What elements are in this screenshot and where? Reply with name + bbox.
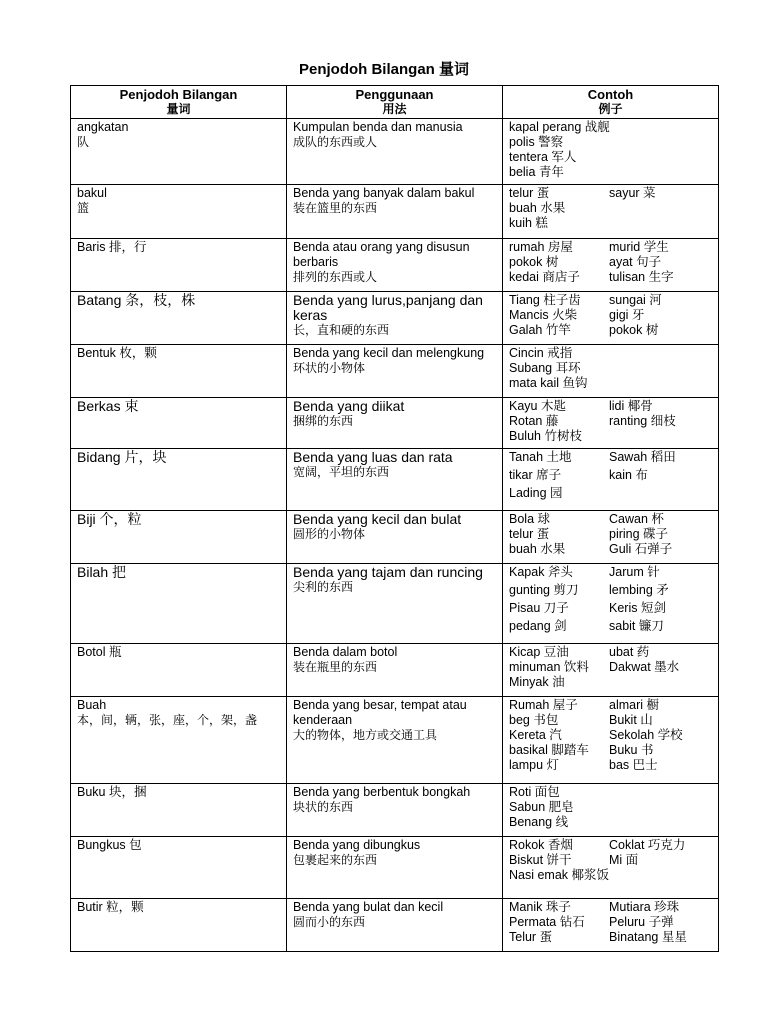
classifier-cell (71, 837, 287, 899)
table-row (71, 784, 719, 837)
example-item: Permata 钻石 (509, 915, 585, 929)
example-item: Cincin 戒指 (509, 346, 573, 360)
table-row (71, 119, 719, 185)
usage-text-zh: 长，直和硬的东西 (293, 323, 390, 337)
header-classifier (71, 86, 287, 119)
example-pair (509, 583, 712, 598)
usage-text: Benda yang luas dan rata (293, 449, 453, 465)
usage-text-zh: 成队的东西或人 (293, 135, 378, 149)
example-item: Sawah 稻田 (609, 450, 676, 464)
usage-cell (287, 644, 503, 697)
classifier-word-zh: 队 (77, 135, 90, 149)
example-cell (503, 697, 719, 784)
example-item: telur 蛋 (509, 186, 550, 200)
example-item: pokok 树 (609, 323, 659, 337)
usage-text: Benda yang tajam dan runcing (293, 564, 483, 580)
example-item: beg 书包 (509, 713, 559, 727)
example-pair (509, 915, 712, 930)
usage-text: Benda yang kecil dan bulat (293, 511, 462, 527)
example-item: pokok 树 (509, 255, 559, 269)
example-cell (503, 784, 719, 837)
example-item: Binatang 星星 (609, 930, 687, 944)
example-item: sabit 镰刀 (609, 619, 664, 633)
example-pair (509, 619, 712, 634)
usage-text: Benda yang kecil dan melengkung (293, 346, 485, 360)
classifier-word: Bilah 把 (77, 564, 127, 580)
example-cell (503, 239, 719, 292)
example-item: Buku 书 (609, 743, 654, 757)
example-item: Kapak 斧头 (509, 565, 573, 579)
example-item: Roti 面包 (509, 785, 560, 799)
header-example-label-zh: 例子 (598, 102, 623, 116)
example-item: Cawan 杯 (609, 512, 664, 526)
classifier-word: Bungkus 包 (77, 838, 142, 852)
classifier-word: angkatan (77, 120, 129, 134)
classifier-word: Buah (77, 698, 107, 712)
table-row (71, 345, 719, 398)
example-item: Telur 蛋 (509, 930, 553, 944)
classifier-cell (71, 398, 287, 449)
example-item: Rokok 香烟 (509, 838, 573, 852)
example-pair (509, 216, 712, 231)
example-pair (509, 542, 712, 557)
example-pair (509, 645, 712, 660)
usage-text: Benda yang diikat (293, 398, 405, 414)
example-pair (509, 201, 712, 216)
example-item: Mutiara 珍珠 (609, 900, 680, 914)
classifier-word: Berkas 束 (77, 398, 139, 414)
example-item: Kicap 豆油 (509, 645, 569, 659)
example-item: Kereta 汽 (509, 728, 562, 742)
usage-text-zh: 圆而小的东西 (293, 915, 366, 929)
example-item: pedang 剑 (509, 619, 567, 633)
usage-text-zh: 宽阔，平坦的东西 (293, 465, 390, 479)
example-item: Jarum 针 (609, 565, 660, 579)
table-row (71, 449, 719, 511)
example-item: minuman 饮料 (509, 660, 589, 674)
classifier-cell (71, 697, 287, 784)
classifier-table (70, 85, 719, 952)
classifier-cell (71, 119, 287, 185)
example-item: Dakwat 墨水 (609, 660, 680, 674)
usage-cell (287, 697, 503, 784)
example-item: Biskut 饼干 (509, 853, 572, 867)
example-item: kuih 糕 (509, 216, 548, 230)
example-item: buah 水果 (509, 201, 566, 215)
example-cell (503, 398, 719, 449)
example-cell (503, 899, 719, 952)
example-cell (503, 511, 719, 564)
classifier-word: bakul (77, 186, 107, 200)
example-item: belia 青年 (509, 165, 564, 179)
example-cell (503, 345, 719, 398)
example-item: Benang 线 (509, 815, 569, 829)
example-item: Manik 珠子 (509, 900, 571, 914)
example-item: Nasi emak 椰浆饭 (509, 868, 610, 882)
header-usage-label-zh: 用法 (382, 102, 407, 116)
classifier-cell (71, 784, 287, 837)
example-pair (509, 308, 712, 323)
example-pair (509, 270, 712, 285)
classifier-word: Butir 粒，颗 (77, 900, 144, 914)
header-usage (287, 86, 503, 119)
example-pair (509, 323, 712, 338)
classifier-word-zh: 篮 (77, 201, 90, 215)
example-pair (509, 698, 712, 713)
example-pair (509, 255, 712, 270)
classifier-word: Biji 个，粒 (77, 511, 142, 527)
usage-text: Benda yang bulat dan kecil (293, 900, 444, 914)
example-cell (503, 185, 719, 239)
table-row (71, 697, 719, 784)
classifier-cell (71, 644, 287, 697)
example-cell (503, 644, 719, 697)
example-pair (509, 512, 712, 527)
example-pair (509, 838, 712, 853)
page-title: Penjodoh Bilangan 量词 (298, 61, 469, 78)
usage-cell (287, 292, 503, 345)
example-item: murid 学生 (609, 240, 669, 254)
example-item: kapal perang 战舰 (509, 120, 610, 134)
example-item: Subang 耳环 (509, 361, 581, 375)
example-item: bas 巴士 (609, 758, 658, 772)
table-row (71, 899, 719, 952)
example-item: rumah 房屋 (509, 240, 573, 254)
example-pair (509, 240, 712, 255)
classifier-cell (71, 185, 287, 239)
usage-cell (287, 119, 503, 185)
example-pair (509, 468, 712, 483)
example-item: ubat 药 (609, 645, 650, 659)
example-item: ranting 细枝 (609, 414, 676, 428)
usage-text: Benda atau orang yang disusun berbaris (293, 240, 470, 269)
classifier-word: Buku 块，捆 (77, 785, 147, 799)
example-item: Mi 面 (609, 853, 639, 867)
example-pair (509, 429, 712, 444)
usage-cell (287, 784, 503, 837)
example-item: kedai 商店子 (509, 270, 580, 284)
example-item: polis 警察 (509, 135, 564, 149)
example-item: Bola 球 (509, 512, 550, 526)
header-classifier-label-zh: 量词 (166, 102, 191, 116)
example-cell (503, 449, 719, 511)
usage-text-zh: 大的物体，地方或交通工具 (293, 728, 438, 742)
table-row (71, 239, 719, 292)
example-item: Lading 园 (509, 486, 563, 500)
classifier-word: Batang 条，枝，株 (77, 292, 196, 308)
header-example (503, 86, 719, 119)
example-item: Tanah 土地 (509, 450, 572, 464)
example-pair (509, 399, 712, 414)
usage-cell (287, 449, 503, 511)
usage-cell (287, 185, 503, 239)
example-item: Pisau 刀子 (509, 601, 569, 615)
classifier-word: Baris 排，行 (77, 240, 147, 254)
example-pair (509, 758, 712, 773)
header-example-label: Contoh (587, 87, 634, 102)
classifier-cell (71, 345, 287, 398)
example-item: gunting 剪刀 (509, 583, 579, 597)
classifier-cell (71, 564, 287, 644)
header-classifier-label: Penjodoh Bilangan (119, 87, 238, 102)
usage-text: Benda dalam botol (293, 645, 398, 659)
usage-text: Benda yang berbentuk bongkah (293, 785, 471, 799)
example-item: tentera 军人 (509, 150, 577, 164)
usage-text: Benda yang besar, tempat atau kenderaan (293, 698, 467, 727)
usage-text-zh: 尖利的东西 (293, 580, 354, 594)
usage-cell (287, 239, 503, 292)
example-item: Kayu 木匙 (509, 399, 566, 413)
example-item: Rumah 屋子 (509, 698, 578, 712)
example-pair (509, 868, 712, 883)
table-row (71, 292, 719, 345)
classifier-cell (71, 899, 287, 952)
usage-text: Benda yang lurus,panjang dan keras (293, 292, 483, 323)
usage-text-zh: 捆绑的东西 (293, 414, 354, 428)
example-item: almari 橱 (609, 698, 660, 712)
example-item: ayat 句子 (609, 255, 662, 269)
example-pair (509, 414, 712, 429)
classifier-word: Bidang 片，块 (77, 449, 167, 465)
example-pair (509, 853, 712, 868)
example-item: lembing 矛 (609, 583, 669, 597)
example-item: basikal 脚踏车 (509, 743, 589, 757)
header-row (71, 86, 719, 119)
usage-text-zh: 环状的小物体 (293, 361, 366, 375)
example-item: Minyak 油 (509, 675, 565, 689)
table-row (71, 185, 719, 239)
table-row (71, 398, 719, 449)
usage-text: Benda yang dibungkus (293, 838, 421, 852)
usage-text-zh: 圆形的小物体 (293, 527, 366, 541)
usage-text-zh: 块状的东西 (293, 800, 354, 814)
example-item: Keris 短剑 (609, 601, 666, 615)
example-pair (509, 930, 712, 945)
usage-text: Kumpulan benda dan manusia (293, 120, 463, 134)
example-item: sayur 菜 (609, 186, 656, 200)
example-item: Rotan 藤 (509, 414, 559, 428)
usage-cell (287, 345, 503, 398)
example-item: buah 水果 (509, 542, 566, 556)
classifier-word: Botol 瓶 (77, 645, 122, 659)
example-item: Buluh 竹树枝 (509, 429, 582, 443)
example-item: Guli 石弹子 (609, 542, 673, 556)
classifier-cell (71, 292, 287, 345)
example-item: Mancis 火柴 (509, 308, 578, 322)
example-item: tikar 席子 (509, 468, 562, 482)
example-item: piring 碟子 (609, 527, 669, 541)
example-pair (509, 728, 712, 743)
example-item: tulisan 生字 (609, 270, 674, 284)
usage-text-zh: 装在瓶里的东西 (293, 660, 378, 674)
table-row (71, 511, 719, 564)
example-pair (509, 486, 712, 501)
example-item: Tiang 柱子齿 (509, 293, 581, 307)
example-cell (503, 292, 719, 345)
example-pair (509, 900, 712, 915)
example-pair (509, 601, 712, 616)
usage-text-zh: 包裹起来的东西 (293, 853, 378, 867)
example-item: Bukit 山 (609, 713, 653, 727)
table-body (71, 119, 719, 952)
classifier-word: Bentuk 枚，颗 (77, 346, 157, 360)
usage-cell (287, 899, 503, 952)
example-item: Sekolah 学校 (609, 728, 683, 742)
example-pair (509, 186, 712, 201)
example-pair (509, 713, 712, 728)
classifier-cell (71, 449, 287, 511)
example-item: Coklat 巧克力 (609, 838, 686, 852)
usage-cell (287, 511, 503, 564)
table-row (71, 564, 719, 644)
table-row (71, 644, 719, 697)
table-row (71, 837, 719, 899)
example-cell (503, 837, 719, 899)
usage-text-zh: 排列的东西或人 (293, 270, 378, 284)
example-item: Galah 竹竿 (509, 323, 571, 337)
example-item: kain 布 (609, 468, 648, 482)
example-cell (503, 564, 719, 644)
example-item: Peluru 子弹 (609, 915, 674, 929)
example-item: lidi 椰骨 (609, 399, 653, 413)
classifier-word-zh: 本，间，辆，张，座，个，架，盏 (77, 713, 258, 727)
example-pair (509, 293, 712, 308)
usage-text: Benda yang banyak dalam bakul (293, 186, 475, 200)
example-pair (509, 527, 712, 542)
example-item: telur 蛋 (509, 527, 550, 541)
example-pair (509, 450, 712, 465)
example-pair (509, 660, 712, 675)
example-pair (509, 565, 712, 580)
example-pair (509, 743, 712, 758)
usage-text-zh: 装在篮里的东西 (293, 201, 378, 215)
example-item: gigi 牙 (609, 308, 645, 322)
usage-cell (287, 398, 503, 449)
example-item: Sabun 肥皂 (509, 800, 574, 814)
example-item: lampu 灯 (509, 758, 560, 772)
usage-cell (287, 837, 503, 899)
classifier-cell (71, 511, 287, 564)
classifier-cell (71, 239, 287, 292)
example-item: sungai 河 (609, 293, 662, 307)
example-pair (509, 675, 712, 690)
example-cell (503, 119, 719, 185)
header-usage-label: Penggunaan (355, 87, 434, 102)
example-item: mata kail 鱼钩 (509, 376, 588, 390)
usage-cell (287, 564, 503, 644)
